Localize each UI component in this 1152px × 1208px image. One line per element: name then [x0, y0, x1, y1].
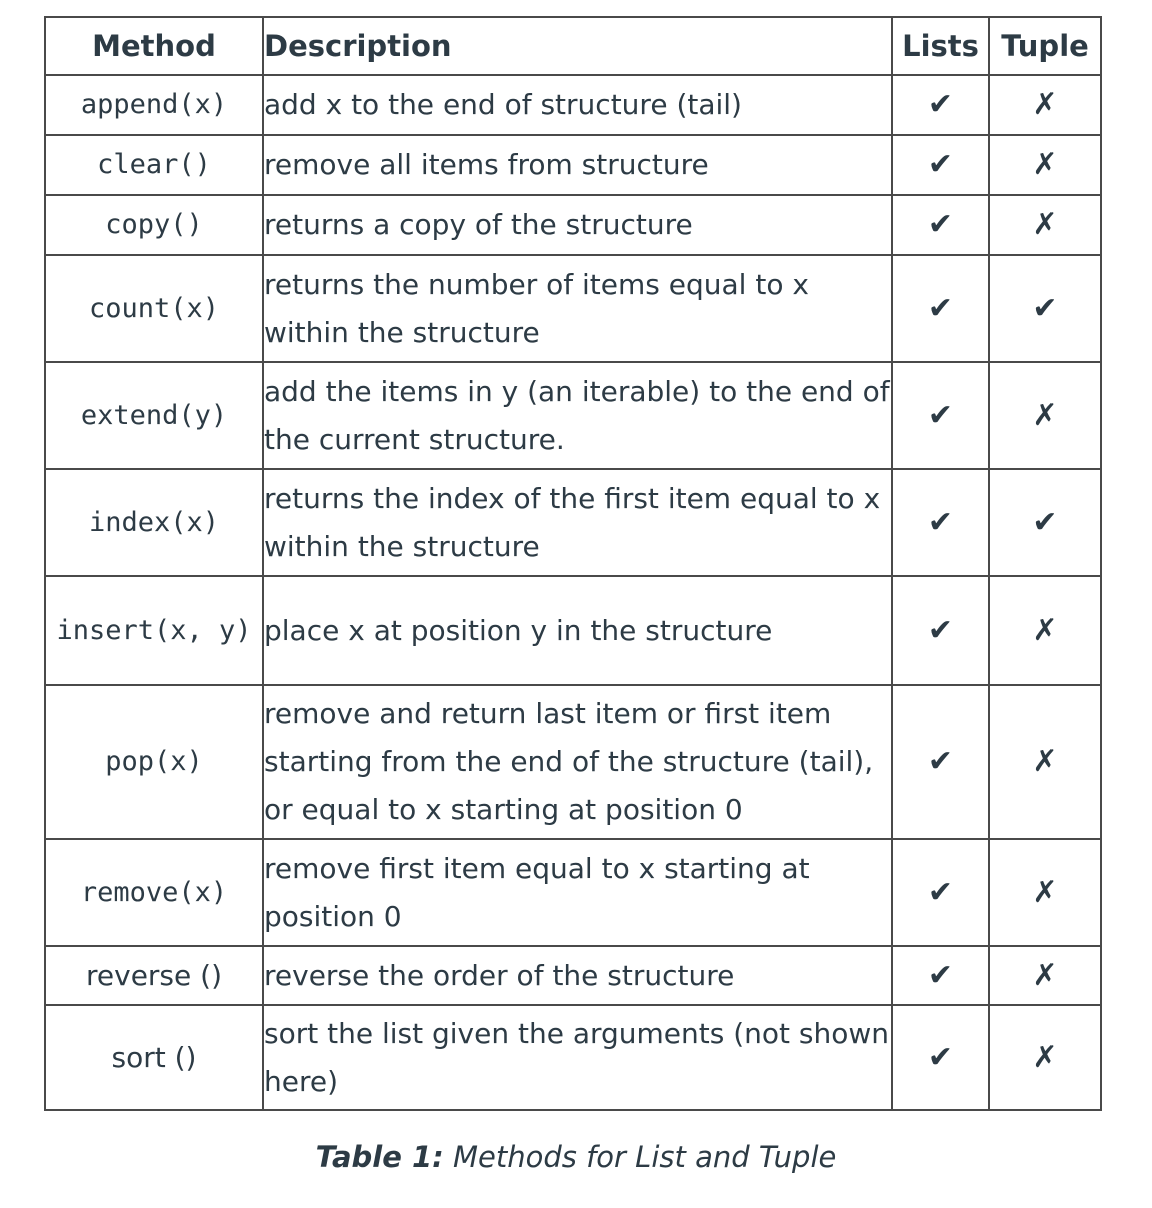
- lists-check-icon: ✔: [892, 195, 989, 255]
- description-cell: sort the list given the arguments (not shown here): [263, 1005, 892, 1110]
- tuple-check-icon: ✔: [989, 255, 1101, 362]
- table-row: [45, 75, 1101, 135]
- table-row: [45, 839, 1101, 946]
- tuple-cross-icon: ✗: [989, 195, 1101, 255]
- table-row: [45, 362, 1101, 469]
- method-cell: extend(y): [45, 362, 263, 469]
- header-method: Method: [45, 17, 263, 75]
- method-cell: count(x): [45, 255, 263, 362]
- tuple-cross-icon: ✗: [989, 362, 1101, 469]
- lists-check-icon: ✔: [892, 576, 989, 685]
- header-row: [45, 17, 1101, 75]
- method-cell: index(x): [45, 469, 263, 576]
- table-row: [45, 946, 1101, 1005]
- lists-check-icon: ✔: [892, 469, 989, 576]
- table-row: [45, 255, 1101, 362]
- description-cell: add the items in y (an iterable) to the end of the current structure.: [263, 362, 892, 469]
- method-cell: append(x): [45, 75, 263, 135]
- caption-label: Table 1:: [315, 1140, 444, 1174]
- header-tuple: Tuple: [989, 17, 1101, 75]
- method-cell: insert(x, y): [45, 576, 263, 685]
- description-cell: add x to the end of structure (tail): [263, 75, 892, 135]
- header-lists: Lists: [892, 17, 989, 75]
- tuple-cross-icon: ✗: [989, 135, 1101, 195]
- description-cell: returns the number of items equal to x within the structure: [263, 255, 892, 362]
- lists-check-icon: ✔: [892, 362, 989, 469]
- table-row: [45, 1005, 1101, 1110]
- table-row: [45, 685, 1101, 839]
- description-cell: remove all items from structure: [263, 135, 892, 195]
- description-cell: remove and return last item or first item starting from the end of the structure (tail), or equal to x starting at position 0: [263, 685, 892, 839]
- lists-check-icon: ✔: [892, 255, 989, 362]
- method-cell: remove(x): [45, 839, 263, 946]
- caption-text: Methods for List and Tuple: [443, 1140, 837, 1174]
- description-cell: reverse the order of the structure: [263, 946, 892, 1005]
- table-row: [45, 576, 1101, 685]
- lists-check-icon: ✔: [892, 75, 989, 135]
- description-cell: returns the index of the first item equal to x within the structure: [263, 469, 892, 576]
- table-caption: [0, 1140, 1152, 1174]
- method-cell: sort (): [45, 1005, 263, 1110]
- lists-check-icon: ✔: [892, 685, 989, 839]
- method-cell: clear(): [45, 135, 263, 195]
- method-cell: reverse (): [45, 946, 263, 1005]
- tuple-cross-icon: ✗: [989, 685, 1101, 839]
- tuple-cross-icon: ✗: [989, 1005, 1101, 1110]
- method-cell: pop(x): [45, 685, 263, 839]
- lists-check-icon: ✔: [892, 135, 989, 195]
- table-row: [45, 469, 1101, 576]
- tuple-cross-icon: ✗: [989, 576, 1101, 685]
- tuple-cross-icon: ✗: [989, 946, 1101, 1005]
- table-row: [45, 135, 1101, 195]
- lists-check-icon: ✔: [892, 946, 989, 1005]
- description-cell: returns a copy of the structure: [263, 195, 892, 255]
- tuple-cross-icon: ✗: [989, 75, 1101, 135]
- description-cell: remove first item equal to x starting at position 0: [263, 839, 892, 946]
- header-description: Description: [263, 17, 892, 75]
- description-cell: place x at position y in the structure: [263, 576, 892, 685]
- lists-check-icon: ✔: [892, 1005, 989, 1110]
- tuple-check-icon: ✔: [989, 469, 1101, 576]
- tuple-cross-icon: ✗: [989, 839, 1101, 946]
- table-row: [45, 195, 1101, 255]
- lists-check-icon: ✔: [892, 839, 989, 946]
- method-cell: copy(): [45, 195, 263, 255]
- methods-table: [44, 16, 1102, 1111]
